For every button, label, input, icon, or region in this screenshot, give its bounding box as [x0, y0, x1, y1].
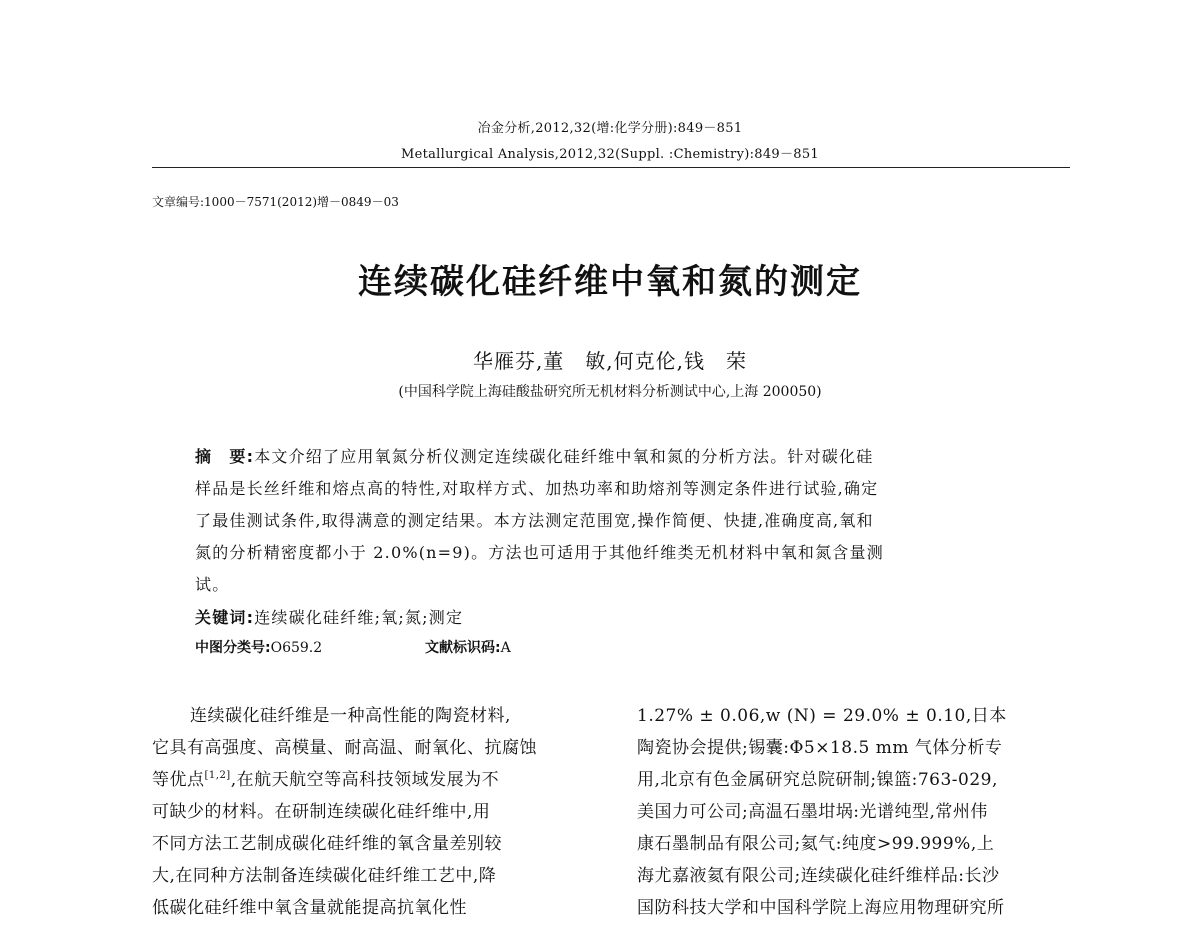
body-paragraph-line: 1.27% ± 0.06,w (N) = 29.0% ± 0.10,日本 [637, 706, 1007, 726]
clc-label: 中图分类号: [195, 640, 271, 656]
body-paragraph-line: 低碳化硅纤维中氧含量就能提高抗氧化性 [152, 898, 467, 918]
abstract-text: 本文介绍了应用氧氮分析仪测定连续碳化硅纤维中氧和氮的分析方法。针对碳化硅 [254, 447, 874, 466]
body-paragraph-line: 可缺少的材料。在研制连续碳化硅纤维中,用 [152, 802, 491, 822]
abstract-label: 摘 要: [195, 447, 255, 466]
body-paragraph-line: 陶瓷协会提供;锡囊:Φ5×18.5 mm 气体分析专 [637, 738, 1003, 758]
journal-citation-cn: 冶金分析,2012,32(增:化学分册):849－851 [477, 121, 743, 136]
abstract-line: 试。 [195, 575, 230, 594]
citation-ref: [1,2] [204, 770, 231, 781]
body-text: 等优点 [152, 770, 205, 790]
body-paragraph-line: 康石墨制品有限公司;氦气:纯度>99.999%,上 [637, 834, 995, 854]
abstract-line: 了最佳测试条件,取得满意的测定结果。本方法测定范围宽,操作简便、快捷,准确度高,氧和 [195, 511, 874, 530]
article-number: 文章编号:1000－7571(2012)增－0849－03 [152, 195, 399, 209]
body-paragraph-line: 不同方法工艺制成碳化硅纤维的氧含量差别较 [152, 834, 502, 854]
body-paragraph-line: 用,北京有色金属研究总院研制;镍篮:763-029, [637, 770, 998, 790]
body-paragraph-line: 国防科技大学和中国科学院上海应用物理研究所 [637, 898, 1005, 918]
author-affiliation: (中国科学院上海硅酸盐研究所无机材料分析测试中心,上海 200050) [398, 384, 822, 400]
journal-citation-en: Metallurgical Analysis,2012,32(Suppl. :Chemistry):849－851 [400, 147, 819, 162]
doccode-value: A [500, 640, 511, 656]
abstract-line: 样品是长丝纤维和熔点高的特性,对取样方式、加热功率和助熔剂等测定条件进行试验,确定 [195, 479, 879, 498]
abstract-line [195, 444, 873, 467]
clc-value: O659.2 [270, 640, 323, 656]
document-code [425, 637, 511, 657]
body-text: ,在航天航空等高科技领域发展为不 [230, 770, 500, 790]
clc-number [195, 637, 322, 657]
body-paragraph-line: 海尤嘉液氦有限公司;连续碳化硅纤维样品:长沙 [637, 866, 1000, 886]
body-paragraph-line [152, 765, 499, 790]
paper-title: 连续碳化硅纤维中氧和氮的测定 [358, 262, 862, 302]
body-paragraph-line: 连续碳化硅纤维是一种高性能的陶瓷材料, [190, 706, 511, 726]
keywords-line [195, 605, 463, 628]
doccode-label: 文献标识码: [425, 640, 501, 656]
body-paragraph-line: 大,在同种方法制备连续碳化硅纤维工艺中,降 [152, 866, 497, 886]
author-list: 华雁芬,董 敏,何克伦,钱 荣 [472, 349, 748, 373]
abstract-line: 氮的分析精密度都小于 2.0%(n=9)。方法也可适用于其他纤维类无机材料中氧和氮含量测 [195, 543, 884, 562]
header-divider [152, 167, 1070, 168]
keywords-label: 关键词: [195, 608, 255, 627]
body-paragraph-line: 美国力可公司;高温石墨坩埚:光谱纯型,常州伟 [637, 802, 988, 822]
body-paragraph-line: 它具有高强度、高模量、耐高温、耐氧化、抗腐蚀 [152, 738, 537, 758]
keywords-value: 连续碳化硅纤维;氧;氮;测定 [254, 608, 464, 627]
